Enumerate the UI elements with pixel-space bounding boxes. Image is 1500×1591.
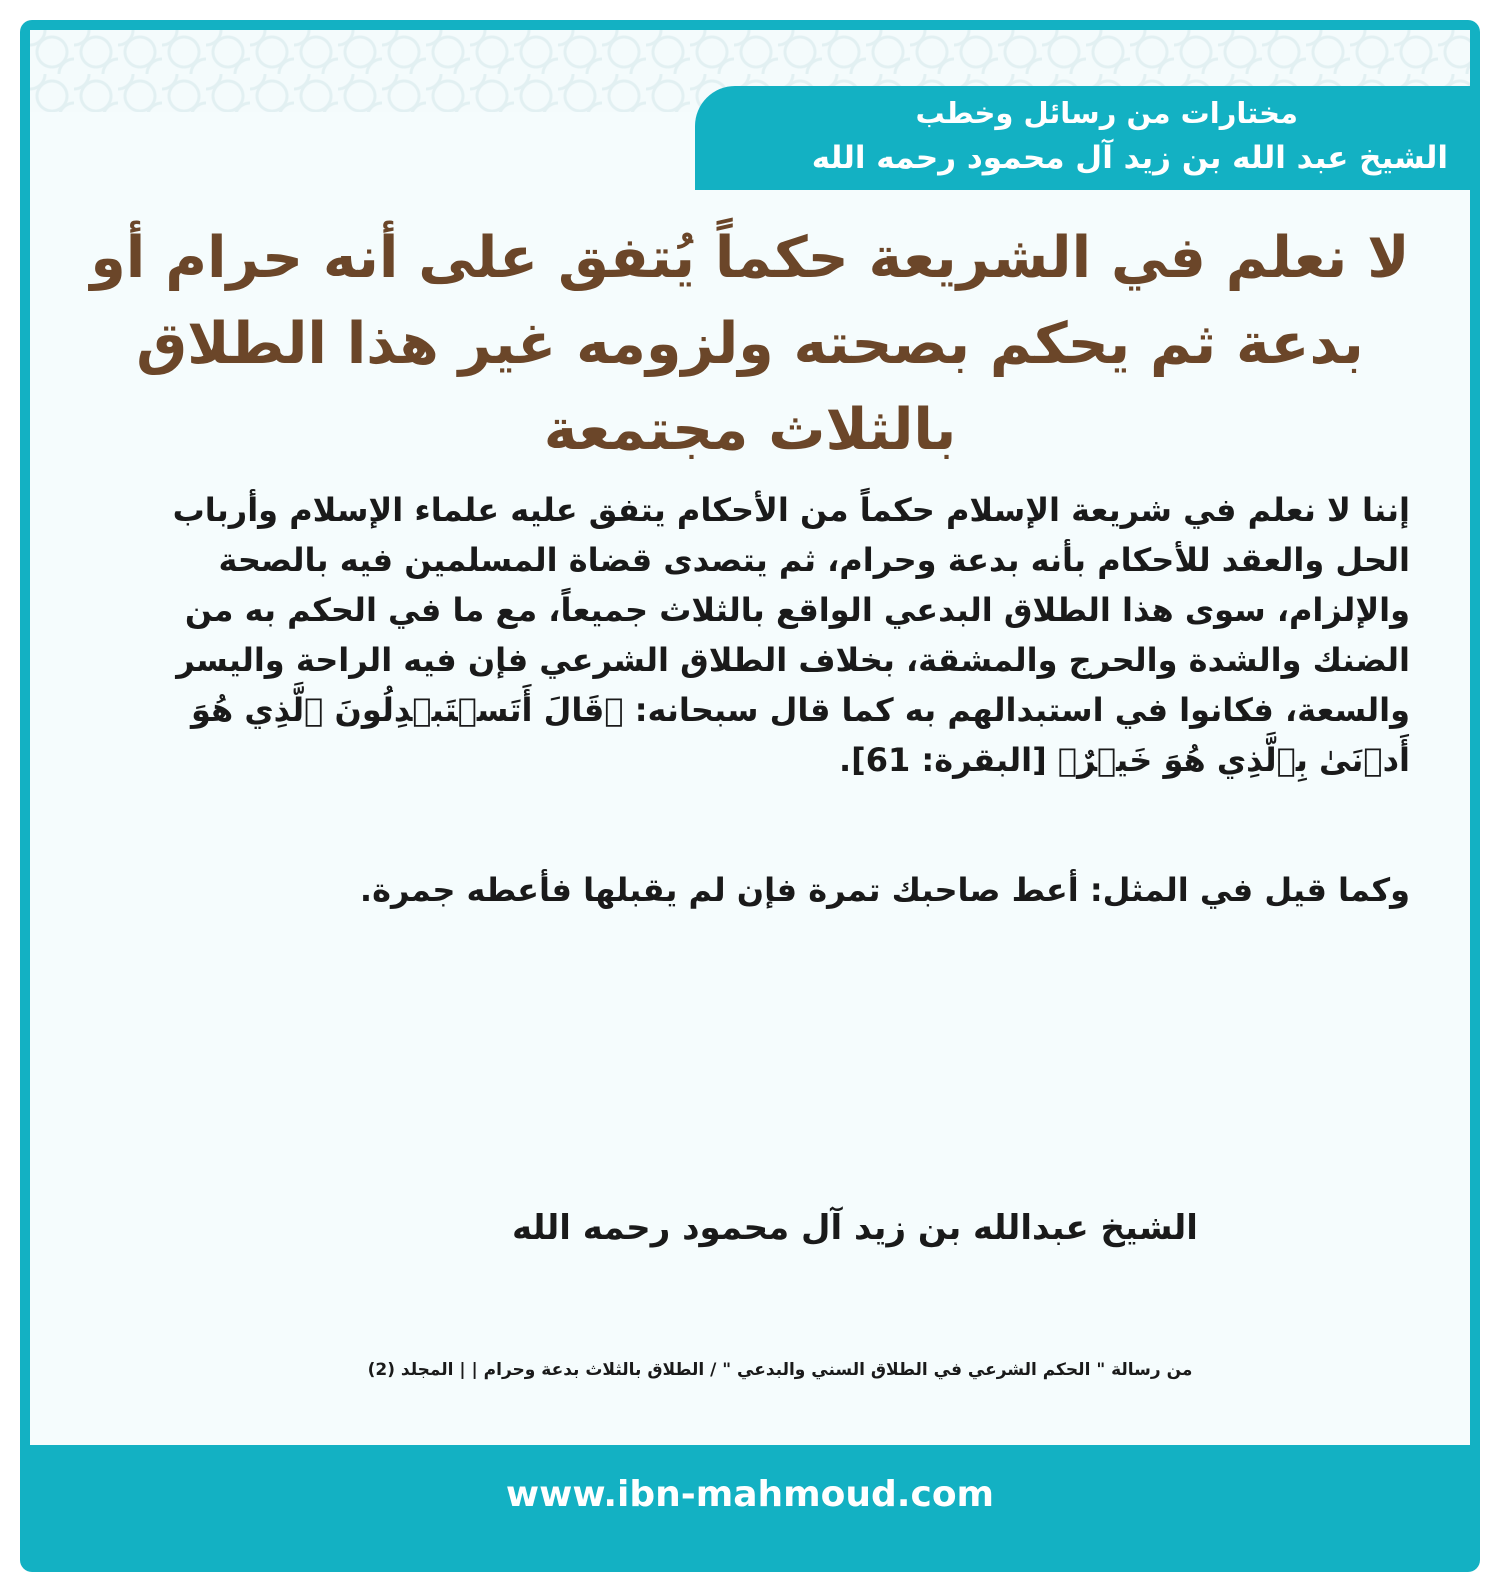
source-citation: من رسالة " الحكم الشرعي في الطلاق السني والبدعي " / الطلاق بالثلاث بدعة وحرام | | المجلد (2) [367, 1360, 1193, 1380]
paragraph-proverb: وكما قيل في المثل: أعط صاحبك تمرة فإن لم يقبلها فأعطه جمرة. [359, 871, 1410, 909]
content-card [30, 30, 1470, 1445]
website-link[interactable]: www.ibn-mahmoud.com [505, 1474, 995, 1515]
signature: الشيخ عبدالله بن زيد آل محمود رحمه الله [512, 1208, 1198, 1248]
article-body [150, 485, 1410, 915]
paragraph-main: إننا لا نعلم في شريعة الإسلام حكماً من الأحكام يتفق عليه علماء الإسلام وأرباب الحل والعقد للأحكام بأنه بدعة وحرام، ثم يتصدى قضاة المسلمين فيه بالصحة والإلزام، سوى هذا الطلاق البدعي الواقع بالثلاث جميعاً، مع ما في الحكم به من الضنك والشدة والحرج والمشقة، بخلاف الطلاق الشرعي فإن فيه الراحة واليسر والسعة، فكانوا في استبدالهم به كما قال سبحانه: ﴿قَالَ أَتَسۡتَبۡدِلُونَ ٱلَّذِي هُوَ أَدۡنَىٰ بِٱلَّذِي هُوَ خَيۡرٌ﴾ [البقرة: 61]. [172, 491, 1410, 779]
banner-author: الشيخ عبد الله بن زيد آل محمود رحمه الله [811, 140, 1448, 176]
banner-subtitle: مختارات من رسائل وخطب [915, 96, 1298, 130]
header-banner [695, 86, 1470, 190]
page-title: لا نعلم في الشريعة حكماً يُتفق على أنه حرام أو بدعة ثم يحكم بصحته ولزومه غير هذا الطلاق بالثلاث مجتمعة [90, 225, 1410, 463]
